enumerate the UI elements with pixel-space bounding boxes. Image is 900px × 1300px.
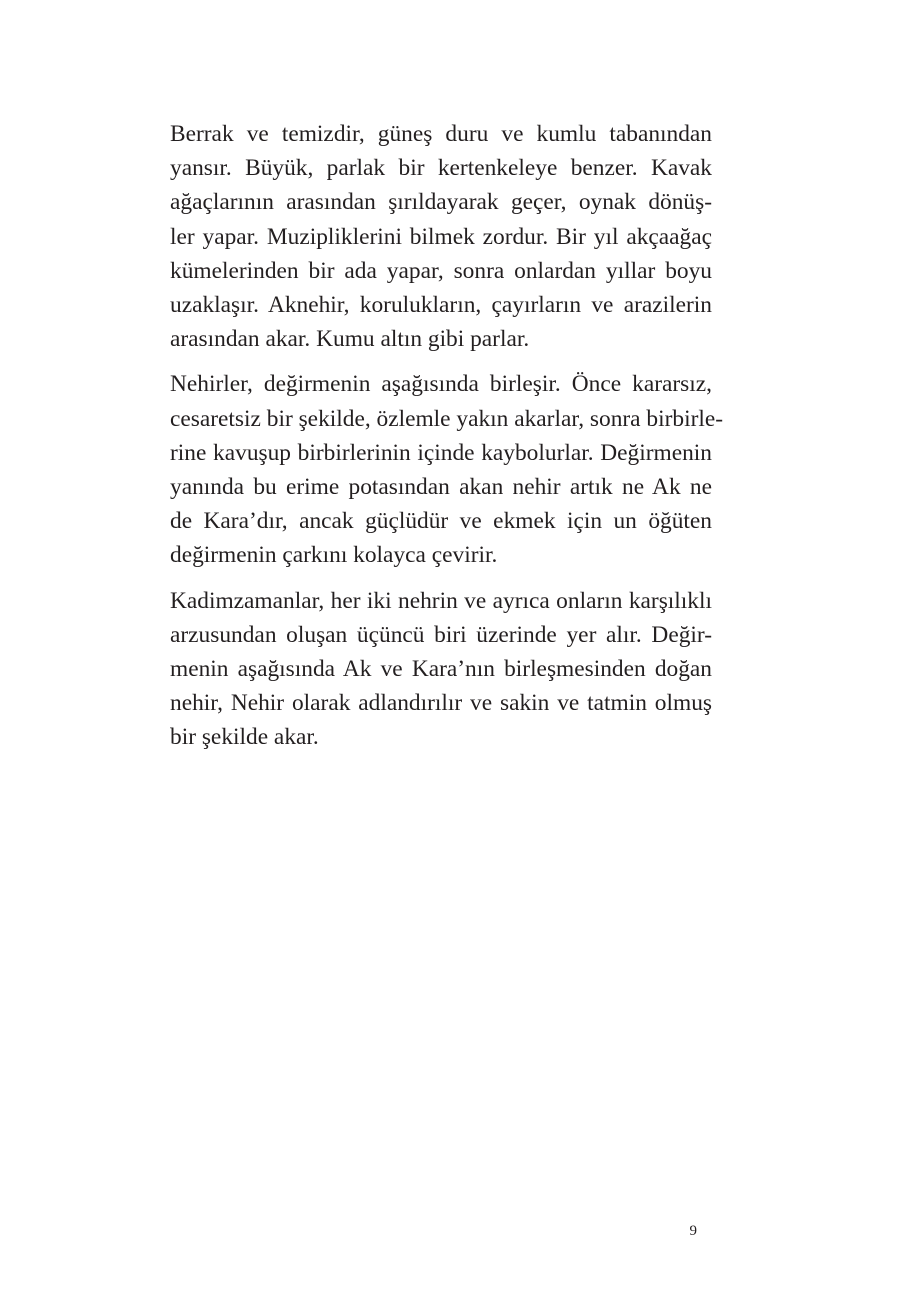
text-line: ağaçlarının arasından şırıldayarak geçer, oynak dönüş-	[170, 189, 712, 216]
text-line: de Kara’dır, ancak güçlüdür ve ekmek için un öğüten	[170, 508, 712, 535]
text-line: değirmenin çarkını kolayca çevirir.	[170, 542, 498, 569]
text-line: Kadimzamanlar, her iki nehrin ve ayrıca onların karşılıklı	[170, 587, 712, 614]
paragraph-2	[170, 367, 724, 572]
text-line: nehir, Nehir olarak adlandırılır ve sakin ve tatmin olmuş	[170, 690, 712, 717]
text-line: yanında bu erime potasından akan nehir artık ne Ak ne	[170, 474, 712, 501]
text-line: kümelerinden bir ada yapar, sonra onlardan yıllar boyu	[170, 257, 712, 284]
text-line: arasından akar. Kumu altın gibi parlar.	[170, 326, 530, 353]
body-text	[170, 117, 724, 766]
text-line: Berrak ve temizdir, güneş duru ve kumlu tabanından	[170, 121, 712, 147]
text-line: bir şekilde akar.	[170, 724, 319, 751]
paragraph-3	[170, 584, 712, 755]
text-line: arzusundan oluşan üçüncü biri üzerinde yer alır. Değir-	[170, 621, 712, 648]
paragraph-1	[170, 117, 712, 356]
text-line: ler yapar. Muzipliklerini bilmek zordur. Bir yıl akçaağaç	[170, 223, 712, 250]
page-number: 9	[689, 1223, 697, 1239]
text-line: Nehirler, değirmenin aşağısında birleşir. Önce kararsız,	[170, 371, 712, 398]
text-line: rine kavuşup birbirlerinin içinde kaybolurlar. Değirmenin	[170, 439, 712, 466]
text-line: yansır. Büyük, parlak bir kertenkeleye benzer. Kavak	[170, 155, 712, 182]
text-line: menin aşağısında Ak ve Kara’nın birleşmesinden doğan	[170, 656, 712, 683]
text-line: uzaklaşır. Aknehir, korulukların, çayırların ve arazilerin	[170, 292, 712, 319]
text-line: cesaretsiz bir şekilde, özlemle yakın akarlar, sonra birbirle-	[170, 405, 724, 432]
